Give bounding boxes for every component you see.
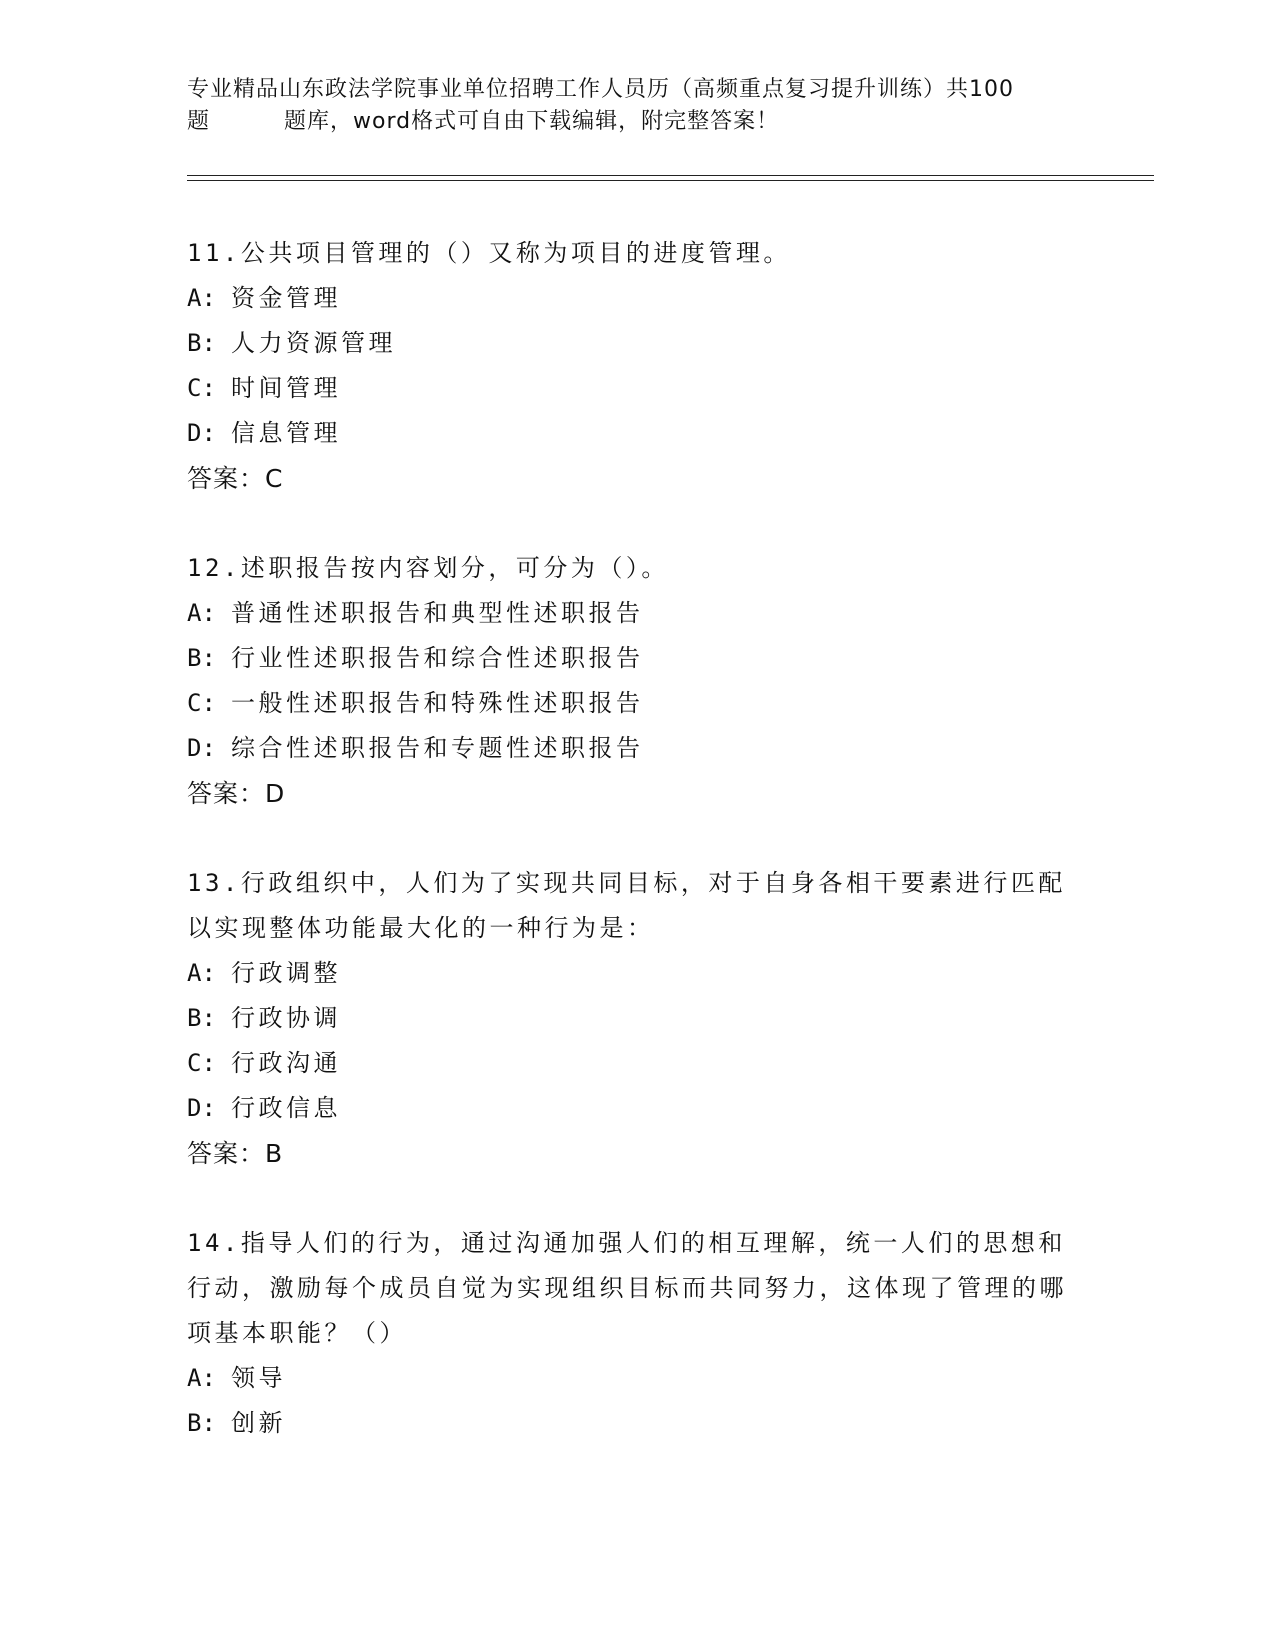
option-text: 行业性述职报告和综合性述职报告 (231, 644, 644, 672)
option-text: 一般性述职报告和特殊性述职报告 (231, 689, 644, 717)
option-letter: B: (187, 1004, 216, 1032)
question-list (187, 231, 1087, 1491)
option-c (187, 1041, 1087, 1086)
option-letter: B: (187, 1409, 216, 1437)
option-d (187, 1086, 1087, 1131)
answer-line: 答案：B (187, 1139, 284, 1168)
header-line-1: 专业精品山东政法学院事业单位招聘工作人员历（高频重点复习提升训练）共100 (187, 77, 1014, 102)
option-text: 人力资源管理 (231, 329, 396, 357)
question-text: 14.指导人们的行为，通过沟通加强人们的相互理解，统一人们的思想和行动，激励每个成员自觉为实现组织目标而共同努力，这体现了管理的哪项基本职能？（） (187, 1229, 1067, 1347)
option-d (187, 726, 1087, 771)
option-letter: D: (187, 734, 216, 762)
option-text: 资金管理 (231, 284, 341, 312)
option-letter: A: (187, 1364, 216, 1392)
option-d (187, 411, 1087, 456)
option-b (187, 996, 1087, 1041)
option-letter: A: (187, 284, 216, 312)
question-14 (187, 1221, 1087, 1446)
option-c (187, 681, 1087, 726)
option-letter: A: (187, 599, 216, 627)
answer-line: 答案：C (187, 464, 284, 493)
header-line-2 (187, 106, 1087, 138)
option-text: 领导 (231, 1364, 286, 1392)
option-c (187, 366, 1087, 411)
header-divider-top (187, 175, 1154, 176)
option-text: 时间管理 (231, 374, 341, 402)
header-line-2-start: 题 (187, 109, 211, 134)
option-letter: C: (187, 1049, 216, 1077)
option-b (187, 636, 1087, 681)
question-text: 13.行政组织中，人们为了实现共同目标，对于自身各相干要素进行匹配以实现整体功能最大化的一种行为是： (187, 869, 1066, 942)
option-text: 综合性述职报告和专题性述职报告 (231, 734, 644, 762)
option-text: 创新 (231, 1409, 286, 1437)
option-letter: C: (187, 374, 216, 402)
option-letter: B: (187, 329, 216, 357)
option-letter: D: (187, 1094, 216, 1122)
option-a (187, 951, 1087, 996)
question-text: 11.公共项目管理的（）又称为项目的进度管理。 (187, 239, 791, 267)
option-letter: B: (187, 644, 216, 672)
header-line-2-rest: 题库，word格式可自由下载编辑，附完整答案！ (284, 109, 780, 134)
question-13 (187, 861, 1087, 1176)
option-text: 行政协调 (231, 1004, 341, 1032)
option-text: 信息管理 (231, 419, 341, 447)
option-b (187, 321, 1087, 366)
document-header (187, 74, 1087, 138)
option-a (187, 276, 1087, 321)
question-12 (187, 546, 1087, 816)
answer-line: 答案：D (187, 779, 286, 808)
option-letter: D: (187, 419, 216, 447)
option-text: 普通性述职报告和典型性述职报告 (231, 599, 644, 627)
option-text: 行政沟通 (231, 1049, 341, 1077)
option-a (187, 591, 1087, 636)
option-a (187, 1356, 1087, 1401)
option-b (187, 1401, 1087, 1446)
question-text: 12.述职报告按内容划分，可分为（）。 (187, 554, 669, 582)
header-divider-bottom (187, 180, 1154, 181)
option-text: 行政信息 (231, 1094, 341, 1122)
option-letter: C: (187, 689, 216, 717)
question-11 (187, 231, 1087, 501)
option-text: 行政调整 (231, 959, 341, 987)
option-letter: A: (187, 959, 216, 987)
